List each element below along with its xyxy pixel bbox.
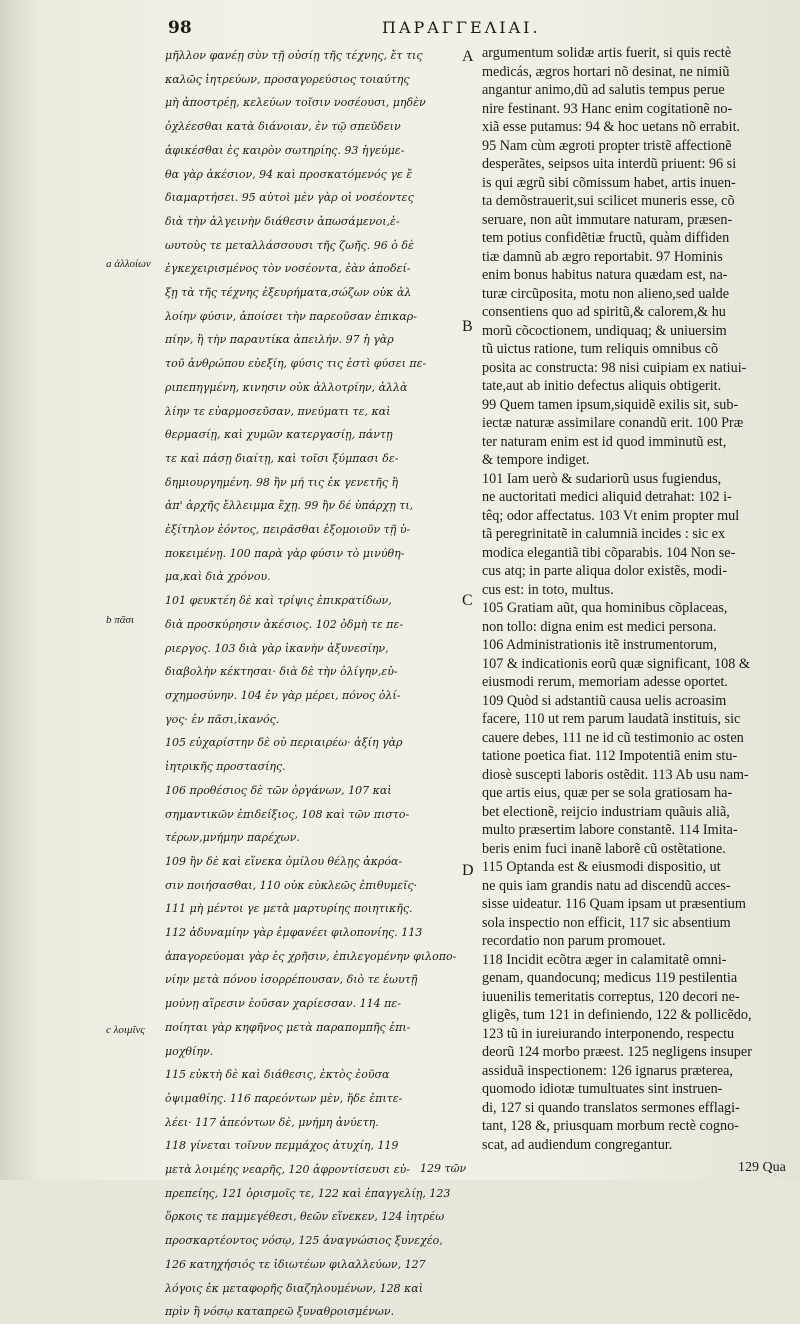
greek-text-line: προσκαρτέοντος νόσῳ, 125 ἀναγνώσιος ξυνεχέο, <box>165 1234 443 1248</box>
margin-note-c: c λοιμῖνς <box>106 1024 145 1036</box>
greek-text-line: ἀφικέσθαι ἐς καιρὸν σωτηρίης. 93 ἡγεύμε- <box>165 143 405 157</box>
latin-text-line: ne auctoritati medici aliquid detrahat: 102 i- <box>482 489 732 505</box>
greek-text-line: θα γὰρ ἀκέσιον, 94 καὶ προσκατόμενός γε ἔ <box>165 167 413 181</box>
page-number: 98 <box>168 18 192 38</box>
latin-text-line: sola inspectio non efficit, 117 sic absentium <box>482 914 731 931</box>
greek-text-line: μετὰ λοιμέης νεαρῆς, 120 ἀφροντίσευσι εὐ- <box>165 1163 411 1177</box>
greek-text-line: γος· ἐν πᾶσι,ἱκανός. <box>165 712 280 726</box>
latin-text-line: cus atq; in parte aliqua dolor existẽs, modi- <box>482 563 728 579</box>
latin-text-line: bet electionẽ, reijcio industriam quãuis aliã, <box>482 803 730 820</box>
catchword-greek: 129 τῶν <box>420 1162 467 1175</box>
greek-text-line: διὰ τὴν ἀλγεινὴν διάθεσιν ἀπωσάμενοι,ἑ- <box>165 214 400 228</box>
latin-text-line: turæ circũposita, motu non alieno,sed ualde <box>482 285 730 302</box>
greek-text-line: μούνῃ αἵρεσιν ἐοῦσαν χαρίεσσαν. 114 πε- <box>165 997 401 1011</box>
latin-text-line: sisse uideatur. 116 Quam ipsam ut præsentium <box>482 896 746 912</box>
latin-text-line: recordatio non parum promouet. <box>482 933 666 949</box>
greek-text-line: διαβολὴν κέκτησαι· διὰ δὲ τὴν ὀλίγην,εὐ- <box>165 665 398 679</box>
latin-text-line: nire festinant. 93 Hanc enim cogitationẽ no- <box>482 100 733 117</box>
latin-text-line: is qui ægrũ sibi cõmissum habet, artis inuen- <box>482 174 736 191</box>
section-letter-a: A <box>462 48 474 65</box>
greek-text-line: σιν ποιήσασθαι, 110 οὐκ εὐκλεῶς ἐπιθυμεῖς· <box>165 878 418 892</box>
greek-text-line: λοίην φύσιν, ἀποίσει τὴν παρεοῦσαν ἐπικαρ- <box>165 309 417 323</box>
latin-text-line: xiã esse putamus: 94 & hoc uetans nõ errabit. <box>482 119 741 135</box>
greek-text-line: τοῦ ἀνθρώπου εὐεξίη, φύσις τις ἐστὶ φύσει πε- <box>165 357 427 371</box>
latin-text-line: facere, 110 ut rem parum laudatã instituis, sic <box>482 711 741 727</box>
latin-text-line: 109 Quòd si adstantiũ causa uelis acroasim <box>482 692 727 709</box>
latin-text-line: tiæ damnũ ab ægro reportabit. 97 Hominis <box>482 248 723 265</box>
greek-text-line: ὀψιμαθίης. 116 παρεόντων μὲν, ἥδε ἐπιτε- <box>165 1091 403 1105</box>
latin-text-line: deorũ 124 morbo præest. 125 negligens insuper <box>482 1044 752 1060</box>
latin-text-line: multo præsertim labore constantẽ. 114 Imita- <box>482 822 738 838</box>
greek-text-line: νίην μετὰ πόνου ἰσορρέπουσαν, διὸ τε ἑωυτῇ <box>165 973 418 987</box>
greek-text-line: ποκειμένῃ. 100 παρὰ γὰρ φύσιν τὸ μινύθη- <box>165 546 405 560</box>
greek-text-line: διαμαρτήσει. 95 αὐτοὶ μὲν γὰρ οἱ νοσέοντες <box>165 191 414 205</box>
greek-text-line: μῆλλον φανέῃ σὺν τῇ οὐσίῃ τῆς τέχνης, ἔτ τις <box>165 49 423 62</box>
latin-text-line: iectæ naturæ assimilare conandũ erit. 100 Præ <box>482 415 744 431</box>
latin-text-line: 107 & indicationis eorũ quæ significant, 108 & <box>482 655 750 672</box>
running-head: ΠΑΡΑΓΓΕΛΙΑΙ. <box>382 18 541 37</box>
latin-text-line: quomodo idiotæ tumultuates sint instruen- <box>482 1081 723 1097</box>
catchword-latin: 129 Qua <box>738 1160 786 1175</box>
latin-text-line: ta demõstrauerit,sui scilicet muneris esse, cõ <box>482 193 735 209</box>
greek-text-line: ριεργος. 103 διὰ γὰρ ἱκανὴν ἀξυνεσίην, <box>165 641 389 655</box>
greek-text-line: ωυτοὺς τε μεταλλάσσουσι τῆς ζωῆς. 96 ὁ δὲ <box>165 238 414 252</box>
latin-text-line: tem potius confidẽtiæ fructũ, quàm diffiden <box>482 230 730 246</box>
latin-text-line: modica elegantiã tibi cõparabis. 104 Non se- <box>482 544 736 561</box>
latin-text-line: tant, 128 &, priusquam morbum rectè cogno- <box>482 1118 739 1134</box>
latin-text-line: medicás, ægros hortari nõ desinat, ne nimiũ <box>482 63 730 80</box>
greek-text-line: λέει· 117 ἀπεόντων δὲ, μνήμη ἀνύετη. <box>165 1115 379 1129</box>
latin-text-line: di, 127 si quando translatos sermones efflagi- <box>482 1099 740 1116</box>
latin-text-line: ne quis iam grandis natu ad discendũ acces- <box>482 877 731 894</box>
latin-text-line: & tempore indiget. <box>482 452 590 468</box>
latin-text-line: têq; odor affectatus. 103 Vt enim propter mul <box>482 507 740 524</box>
latin-text-line: scat, ad audiendum congregantur. <box>482 1136 673 1153</box>
latin-text-line: cauere debes, 111 ne id cũ testimonio ac osten <box>482 729 744 746</box>
section-letter-b: B <box>462 318 473 335</box>
greek-text-line: 118 γίνεται τοῖνυν πεμμάχος ἀτυχίη, 119 <box>165 1139 399 1153</box>
latin-text-line: non tollo: digna enim est medici persona. <box>482 618 717 635</box>
latin-text-line: tũ uictus ratione, tum reliquis omnibus cõ <box>482 341 719 357</box>
greek-text-line: τέρων,μνήμην παρέχων. <box>165 831 300 845</box>
latin-text-line: tate,aut ab initio defectus aliquis obtigerit. <box>482 378 722 394</box>
latin-text-line: cus est: in toto, multus. <box>482 581 614 598</box>
latin-text-line: 118 Incidit ecõtra æger in calamitatẽ omni- <box>482 951 727 968</box>
greek-text-line: καλῶς ἰητρεύων, προσαγορεύσιος τοιαύτης <box>165 72 410 86</box>
latin-text-line: desperãtes, seipsos uita interdũ priuent: 96 si <box>482 156 737 172</box>
greek-text-line: ἀπ' ἀρχῆς ἔλλειμμα ἔχῃ. 99 ἢν δέ ὑπάρχῃ τι, <box>165 499 414 513</box>
greek-text-line: πρὶν ἢ νόσῳ καταπρεῶ ξυναθροισμένων. <box>165 1305 395 1319</box>
latin-text-line: ter naturam enim est id quod imminutũ est, <box>482 433 727 450</box>
greek-text-line: ἐγκεχειρισμένος τὸν νοσέοντα, ἐὰν ἀποδεί- <box>165 262 411 276</box>
latin-text-line: morũ cõcoctionem, undiquaq; & uniuersim <box>482 322 727 339</box>
latin-text-line: 105 Gratiam aũt, qua hominibus cõplaceas, <box>482 600 728 616</box>
latin-text-line: assiduã inspectionem: 126 ignarus præterea, <box>482 1062 733 1079</box>
latin-text-line: angantur animo,dũ ad salutis tempus perue <box>482 82 725 98</box>
greek-text-line: ὀχλέεσθαι κατὰ διάνοιαν, ἐν τῷ σπεῦδειν <box>165 120 401 134</box>
greek-text-line: 105 εὐχαρίστην δὲ οὐ περιαιρέω· ἀξίη γὰρ <box>165 736 403 750</box>
greek-text-line: πρεπείης, 121 ὁρισμοῖς τε, 122 καὶ ἐπαγγελίῃ, 123 <box>165 1186 451 1200</box>
latin-text-line: enim bonus habitus natura quædam est, na- <box>482 267 728 283</box>
greek-text-line: ἰητρικῆς προστασίης. <box>165 760 286 774</box>
greek-text-line: ποίηται γὰρ κηφῆνος μετὰ παραπομπῆς ἐπι- <box>165 1020 411 1034</box>
latin-text-line: 123 tũ in iureiurando interponendo, respectu <box>482 1025 735 1042</box>
section-letter-c: C <box>462 592 473 609</box>
latin-text-line: 99 Quem tamen ipsum,siquidẽ exilis sit, sub- <box>482 396 739 413</box>
greek-text-column <box>165 44 470 1324</box>
latin-text-line: iuuenilis temeritatis correptus, 120 decori ne- <box>482 988 740 1005</box>
greek-text-line: μὴ ἀποστρέῃ, κελεύων τοῖσιν νοσέουσι, μηδὲν <box>165 96 426 110</box>
greek-text-line: ριπεπηγμένη, κινησιν οὐκ ἀλλοτρίην, ἀλλὰ <box>165 380 408 394</box>
latin-text-line: que artis eius, quæ per se sola gratiosam ha- <box>482 785 733 801</box>
latin-text-line: 95 Nam cùm ægroti propter tristẽ affectionẽ <box>482 137 732 154</box>
greek-text-line: ξῃ τὰ τῆς τέχνης ἐξευρήματα,σώζων οὐκ ἀλ <box>165 286 412 300</box>
greek-text-line: πίην, ἢ τὴν παραυτίκα ἀπειλήν. 97 ἡ γὰρ <box>165 333 394 347</box>
margin-note-b: b πᾶσι <box>106 614 135 626</box>
latin-text-line: 115 Optanda est & eiusmodi dispositio, ut <box>482 859 721 875</box>
latin-text-line: beris enim fuci inanẽ laborẽ cũ ostẽtatione. <box>482 840 726 857</box>
greek-text-line: 101 φευκτέη δὲ καὶ τρίψις ἐπικρατίδων, <box>165 594 392 608</box>
greek-text-line: 111 μὴ μέντοι γε μετὰ μαρτυρίης ποιητικῆς. <box>165 902 413 916</box>
margin-note-a: a ἀλλοίων <box>106 258 151 270</box>
latin-text-line: tã peregrinitatẽ in calumniã incides : sic ex <box>482 526 726 542</box>
greek-text-line: θερμασίῃ, καὶ χυμῶν κατεργασίῃ, πάντῃ <box>165 428 393 442</box>
page-gutter-shadow <box>0 0 40 1180</box>
latin-text-line: tatione poetica fiat. 112 Impotentiã enim stu- <box>482 748 738 764</box>
greek-text-line: ἐξίτηλον ἐόντος, πειρᾶσθαι ἐξομοιοῦν τῇ ὑ- <box>165 523 411 537</box>
page-header <box>0 18 800 40</box>
greek-text-line: σχημοσύνην. 104 ἐν γὰρ μέρει, πόνος ὀλί- <box>165 688 401 702</box>
latin-text-line: 106 Administrationis itẽ instrumentorum, <box>482 637 717 653</box>
greek-text-line: ὅρκοις τε παμμεγέθεσι, θεῶν εἵνεκεν, 124 ἰητρέω <box>165 1210 445 1224</box>
greek-text-line: μοχθίην. <box>165 1044 214 1058</box>
latin-text-line: gligẽs, tum 121 in definiendo, 122 & pollicẽdo, <box>482 1007 752 1023</box>
latin-text-line: consentiens quo ad spiritũ,& calorem,& hu <box>482 304 726 320</box>
latin-text-column <box>482 44 784 1154</box>
latin-text-line: 101 Iam uerò & sudariorũ usus fugiendus, <box>482 470 722 487</box>
greek-text-line: 126 κατηχήσιός τε ἰδιωτέων φιλαλλεύων, 127 <box>165 1257 426 1271</box>
latin-text-line: genam, quandocunq; medicus 119 pestilentia <box>482 970 738 986</box>
greek-text-line: μα,καὶ διὰ χρόνου. <box>165 570 271 584</box>
greek-text-line: σημαντικῶν ἐπιδείξιος, 108 καὶ τῶν πιστο- <box>165 807 410 821</box>
latin-text-line: posita ac constructa: 98 nisi cuipiam ex natiui- <box>482 359 747 376</box>
greek-text-line: δημιουργημένη. 98 ἢν μή τις ἐκ γενετῆς ἢ <box>165 475 399 489</box>
greek-text-line: 109 ἢν δὲ καὶ εἵνεκα ὁμίλου θέλῃς ἀκρόα- <box>165 854 403 868</box>
latin-text-line: eiusmodi rerum, memoriam adesse oportet. <box>482 674 728 690</box>
greek-text-line: 115 εὐκτὴ δὲ καὶ διάθεσις, ἐκτὸς ἐοῦσα <box>165 1068 390 1082</box>
section-letter-d: D <box>462 862 474 879</box>
greek-text-line: 106 προθέσιος δὲ τῶν ὀργάνων, 107 καὶ <box>165 783 392 797</box>
latin-text-line: argumentum solidæ artis fuerit, si quis rectè <box>482 45 732 61</box>
greek-text-line: τε καὶ πάσῃ διαίτῃ, καὶ τοῖσι ξύμπασι δε- <box>165 451 399 465</box>
greek-text-line: ἀπαγορεύομαι γὰρ ἐς χρῆσιν, ἐπιλεγομένην φιλοπο- <box>165 949 457 963</box>
greek-text-line: λόγοις ἐκ μεταφορῆς διαζηλουμένων, 128 καὶ <box>165 1281 424 1295</box>
greek-text-line: λίην τε εὐαρμοσεῦσαν, πνεύματι τε, καὶ <box>165 404 391 418</box>
greek-text-line: 112 ἀδυναμίην γὰρ ἐμφανέει φιλοπονίης. 113 <box>165 926 423 940</box>
latin-text-line: diosè suscepti laboris ostẽdit. 113 Ab usu nam- <box>482 766 749 783</box>
greek-text-line: διὰ προσκύρησιν ἀκέσιος. 102 ὀδμὴ τε πε- <box>165 617 404 631</box>
latin-text-line: seruare, non aũt immutare naturam, præsen- <box>482 211 733 228</box>
